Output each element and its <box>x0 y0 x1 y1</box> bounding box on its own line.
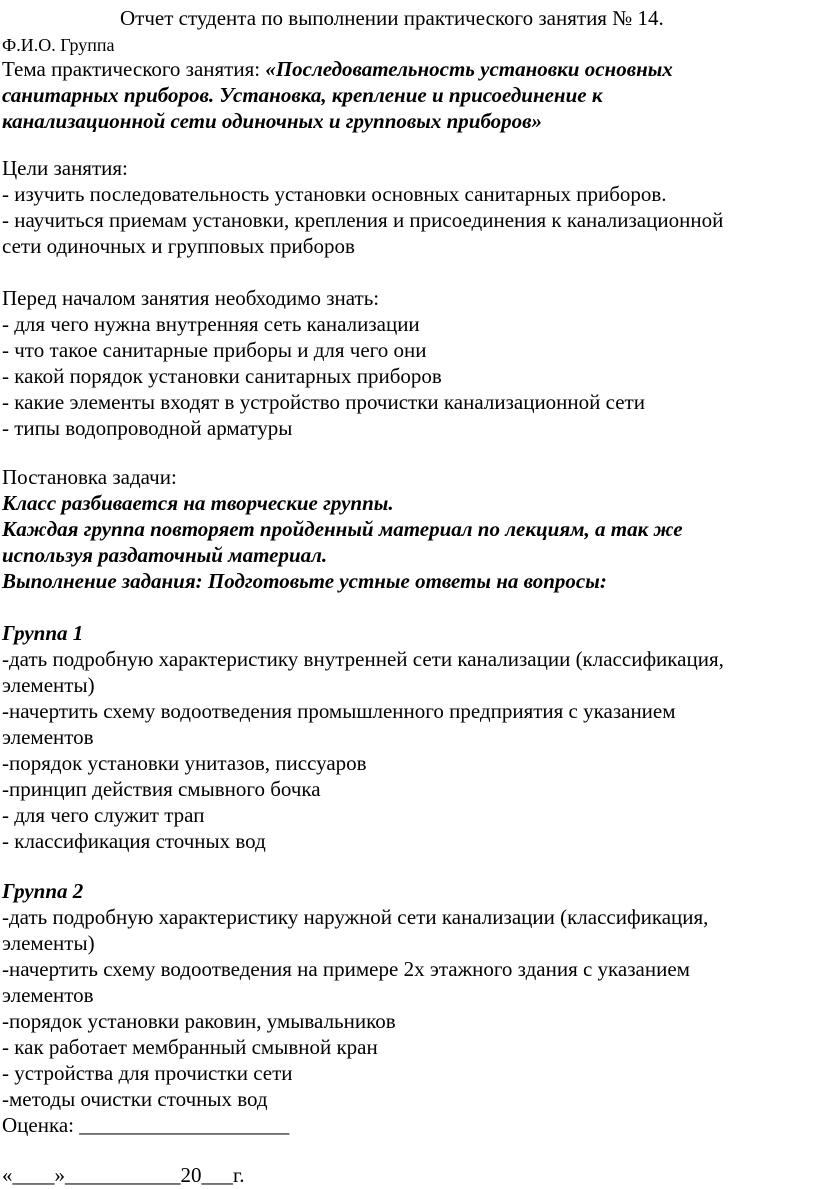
prerequisite-item: - какие элементы входят в устройство прочистки канализационной сети <box>2 390 645 414</box>
group-1-item: - классификация сточных вод <box>2 829 266 853</box>
group-2-heading: Группа 2 <box>2 879 84 903</box>
group-2-item: -методы очистки сточных вод <box>2 1087 268 1111</box>
group-1-item: -порядок установки унитазов, писсуаров <box>2 751 367 775</box>
group-1-item: - для чего служит трап <box>2 803 205 827</box>
task-line-2: Каждая группа повторяет пройденный материал по лекциям, а так же <box>2 517 683 541</box>
group-2-item: - как работает мембранный смывной кран <box>2 1035 378 1059</box>
task-line-3: используя раздаточный материал. <box>2 543 328 567</box>
prerequisite-item: - для чего нужна внутренняя сеть канализации <box>2 312 420 336</box>
prerequisite-item: - какой порядок установки санитарных приборов <box>2 364 442 388</box>
group-1-item: -принцип действия смывного бочка <box>2 777 321 801</box>
task-heading: Постановка задачи: <box>2 465 177 489</box>
group-2-item: -порядок установки раковин, умывальников <box>2 1009 396 1033</box>
grade-field: Оценка: ____________________ <box>2 1113 290 1137</box>
topic-line-1 <box>2 56 673 82</box>
topic-label: Тема практического занятия: <box>2 57 266 81</box>
goal-item-2: - научиться приемам установки, крепления и присоединения к канализационной <box>2 208 724 232</box>
report-title: Отчет студента по выполнении практического занятия № 14. <box>120 6 664 30</box>
group-2-item: - устройства для прочистки сети <box>2 1061 293 1085</box>
topic-title-part-3: канализационной сети одиночных и групповых приборов» <box>2 109 543 133</box>
task-line-1: Класс разбивается на творческие группы. <box>2 491 394 515</box>
prerequisite-item: - что такое санитарные приборы и для чего они <box>2 338 427 362</box>
topic-title-part-2: санитарных приборов. Установка, крепление и присоединение к <box>2 83 603 107</box>
group-2-item: -начертить схему водоотведения на примере 2х этажного здания с указанием <box>2 957 690 981</box>
group-1-item: элементы) <box>2 673 95 697</box>
goal-item-1: - изучить последовательность установки основных санитарных приборов. <box>2 182 667 206</box>
goal-item-2-continued: сети одиночных и групповых приборов <box>2 234 355 258</box>
group-1-item: элементов <box>2 725 94 749</box>
prerequisites-heading: Перед началом занятия необходимо знать: <box>2 286 380 310</box>
topic-title-part-1: «Последовательность установки основных <box>265 57 673 81</box>
group-1-heading: Группа 1 <box>2 621 84 645</box>
group-1-item: -дать подробную характеристику внутренней сети канализации (классификация, <box>2 647 724 671</box>
group-1-item: -начертить схему водоотведения промышленного предприятия с указанием <box>2 699 676 723</box>
group-2-item: элементы) <box>2 931 95 955</box>
date-field: «____»___________20___г. <box>2 1163 245 1187</box>
prerequisite-item: - типы водопроводной арматуры <box>2 416 293 440</box>
group-2-item: элементов <box>2 983 94 1007</box>
task-assignment: Выполнение задания: Подготовьте устные ответы на вопросы: <box>2 569 607 593</box>
student-name-group-line: Ф.И.О. Группа <box>2 35 115 55</box>
group-2-item: -дать подробную характеристику наружной сети канализации (классификация, <box>2 905 709 929</box>
goals-heading: Цели занятия: <box>2 156 128 180</box>
